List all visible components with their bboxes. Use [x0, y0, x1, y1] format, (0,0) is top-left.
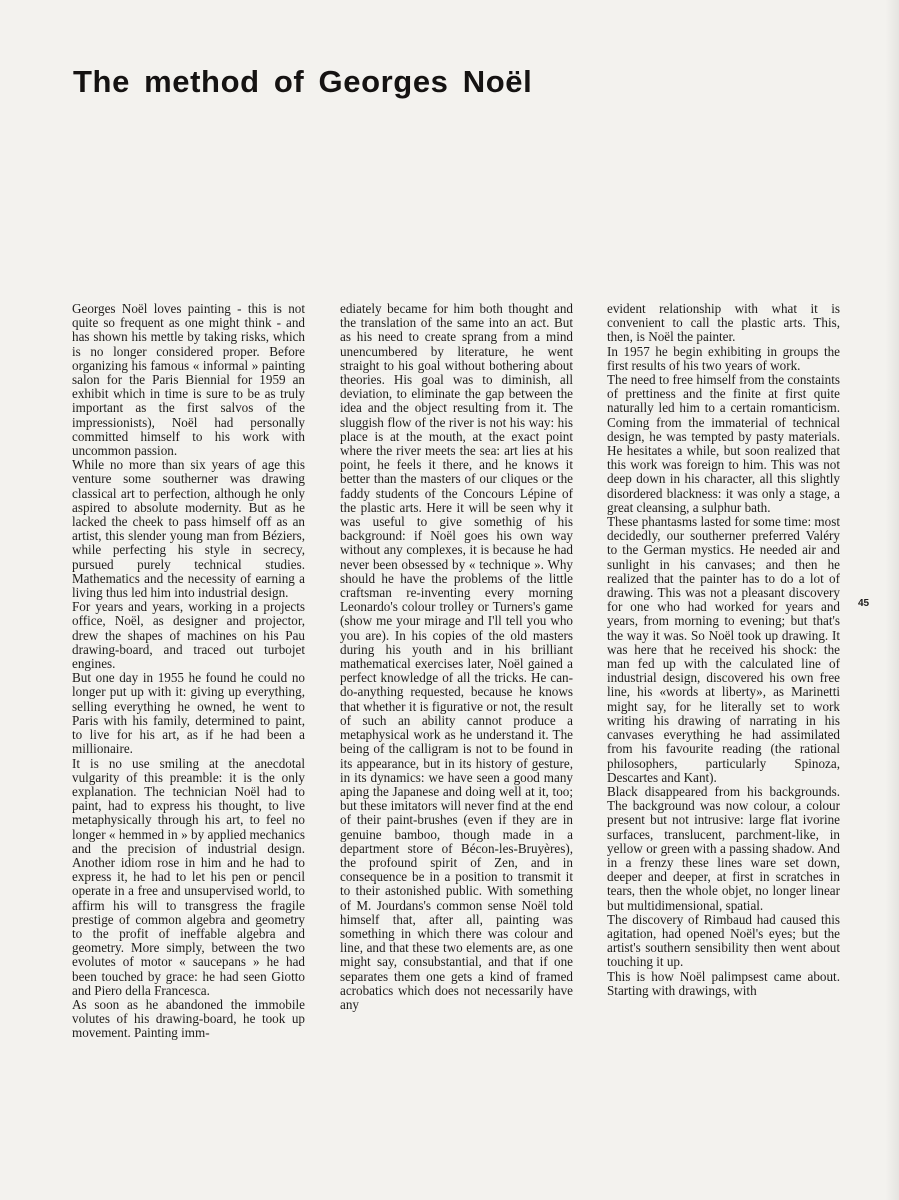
text-column-1: [72, 302, 305, 1041]
paragraph: For years and years, working in a projects office, Noël, as designer and projector, drew the shapes of machines on his Pau drawing-board, and traced out turbojet engines.: [72, 599, 305, 672]
paragraph: Black disappeared from his backgrounds. The background was now colour, a colour present but not intrusive: large flat ivorine surfaces, translucent, parchment-like, in yellow or green with a passing shadow. And in a frenzy these lines ware set down, deeper and deeper, at first in scratches in tears, then the whole objet, no longer linear but multidimensional, spatial.: [607, 783, 840, 913]
paragraph: Georges Noël loves painting - this is not quite so frequent as one might think - and has shown his mettle by taking risks, which is no longer considered proper. Before organizing his famous « informal » painting salon for the Paris Biennial for 1959 an exhibit which in time is sure to be as truly important as the first salvos of the impressionists), Noël had personally committed himself to his work with uncommon passion.: [72, 301, 305, 459]
page-number: 45: [858, 598, 870, 609]
paragraph: It is no use smiling at the anecdotal vulgarity of this preamble: it is the only explanation. The technician Noël had to paint, had to express his thought, to live metaphysically through his art, to feel no longer « hemmed in » by applied mechanics and the precision of industrial design. Another idiom rose in him and he had to express it, he had to let his pen or pencil operate in a free and unsupervised world, to affirm his will to transgress the fragile prestige of common algebra and geometry to the profit of ineffable algebra and geometry. More simply, between the two evolutes of motor « saucepans » he had been touched by grace: he had seen Giotto and Piero della Francesca.: [72, 755, 305, 998]
paragraph: As soon as he abandoned the immobile volutes of his drawing-board, he took up movement. Painting imm-: [72, 996, 305, 1041]
paragraph: ediately became for him both thought and the translation of the same into an act. But as his need to create sprang from a mind unencumbered by literature, he went straight to his goal without bothering about theories. His goal was to diminish, all deviation, to eliminate the gap between the idea and the object resulting from it. The sluggish flow of the river is not his way: his place is at the mouth, at the exact point where the river meets the sea: art lies at his point, he feels it there, and he knows it better than the masters of our cliques or the faddy students of the Concours Lépine of the plastic arts. Here it will be seen why it was useful to give somethig of his background: if Noël goes his own way without any complexes, it is because he had never been obsessed by « technique ». Why should he have the problems of the little craftsman re-inventing every morning Leonardo's colour trolley or Turners's game (show me your mirage and I'll tell you who you are). In his copies of the old masters during his youth and in his brilliant mathematical exercises later, Noël gained a perfect knowledge of all the tricks. He can-do-anything requested, because he knows that whether it is figurative or not, the result of such an ability cannot produce a metaphysical work as he understand it. The being of the calligram is not to be found in its appearance, but in its history of gesture, in its dynamics: we have seen a good many aping the Japanese and doing well at it, too; but these imitators will never find at the end of their paint-brushes (even if they are in genuine bamboo, though made in a department store of Bécon-les-Bruyères), the profound spirit of Zen, and in consequence be in a position to transmit it to their astonished public. With something of M. Jourdans's common sense Noël told himself that, after all, painting was something in which there was colour and line, and that these two elements are, as one might say, consubstantial, and that if one separates them one gets a kind of framed acrobatics which does not necessarily have any: [340, 301, 573, 1012]
page-edge-shadow: [885, 0, 899, 1200]
article-title: The method of Georges Noël: [73, 64, 533, 99]
paragraph: These phantasms lasted for some time: most decidedly, our southerner preferred Valéry to the German mystics. He needed air and sunlight in his canvases; and then he realized that the painter has to do a lot of drawing. This was not a pleasant discovery for one who had worked for years and years, from morning to evening; but that's the way it was. So Noël took up drawing. It was here that he received his shock: the man fed up with the calculated line of industrial design, discovered his own free line, his «words at liberty», as Marinetti might say, for he literally set to work writing his drawing of narrating in his canvases everything he had assimilated from his favourite reading (the rational philosophers, particularly Spinoza, Descartes and Kant).: [607, 514, 840, 785]
text-column-3: [607, 302, 840, 998]
paragraph: This is how Noël palimpsest came about. Starting with drawings, with: [607, 968, 840, 998]
paragraph: evident relationship with what it is convenient to call the plastic arts. This, then, is Noël the painter.: [607, 301, 840, 345]
paragraph: The discovery of Rimbaud had caused this agitation, had opened Noël's eyes; but the artist's southern sensibility then went about touching it up.: [607, 911, 840, 970]
paragraph: In 1957 he begin exhibiting in groups the first results of his two years of work.: [607, 343, 840, 373]
paragraph: The need to free himself from the constaints of prettiness and the finite at first quite naturally led him to a certain romanticism. Coming from the immaterial of technical design, he was tempted by pasty materials. He hesitates a while, but soon realized that this work was foreign to him. This was not deep down in his character, all this slightly disordered blackness: it was only a stage, a great cleansing, a sulphur bath.: [607, 372, 840, 515]
paragraph: While no more than six years of age this venture some southerner was drawing classical art to perfection, although he only aspired to absolute modernity. But as he lacked the cheek to pass himself off as an artist, this slender young man from Béziers, while perfecting his style in secrecy, pursued purely technical studies. Mathematics and the necessity of earning a living thus led him into industrial design.: [72, 457, 305, 601]
text-column-2: [340, 302, 573, 1012]
paragraph: But one day in 1955 he found he could no longer put up with it: giving up everything, selling everything he owned, he went to Paris with his family, determined to paint, to live for his art, as if he had been a millionaire.: [72, 670, 305, 757]
